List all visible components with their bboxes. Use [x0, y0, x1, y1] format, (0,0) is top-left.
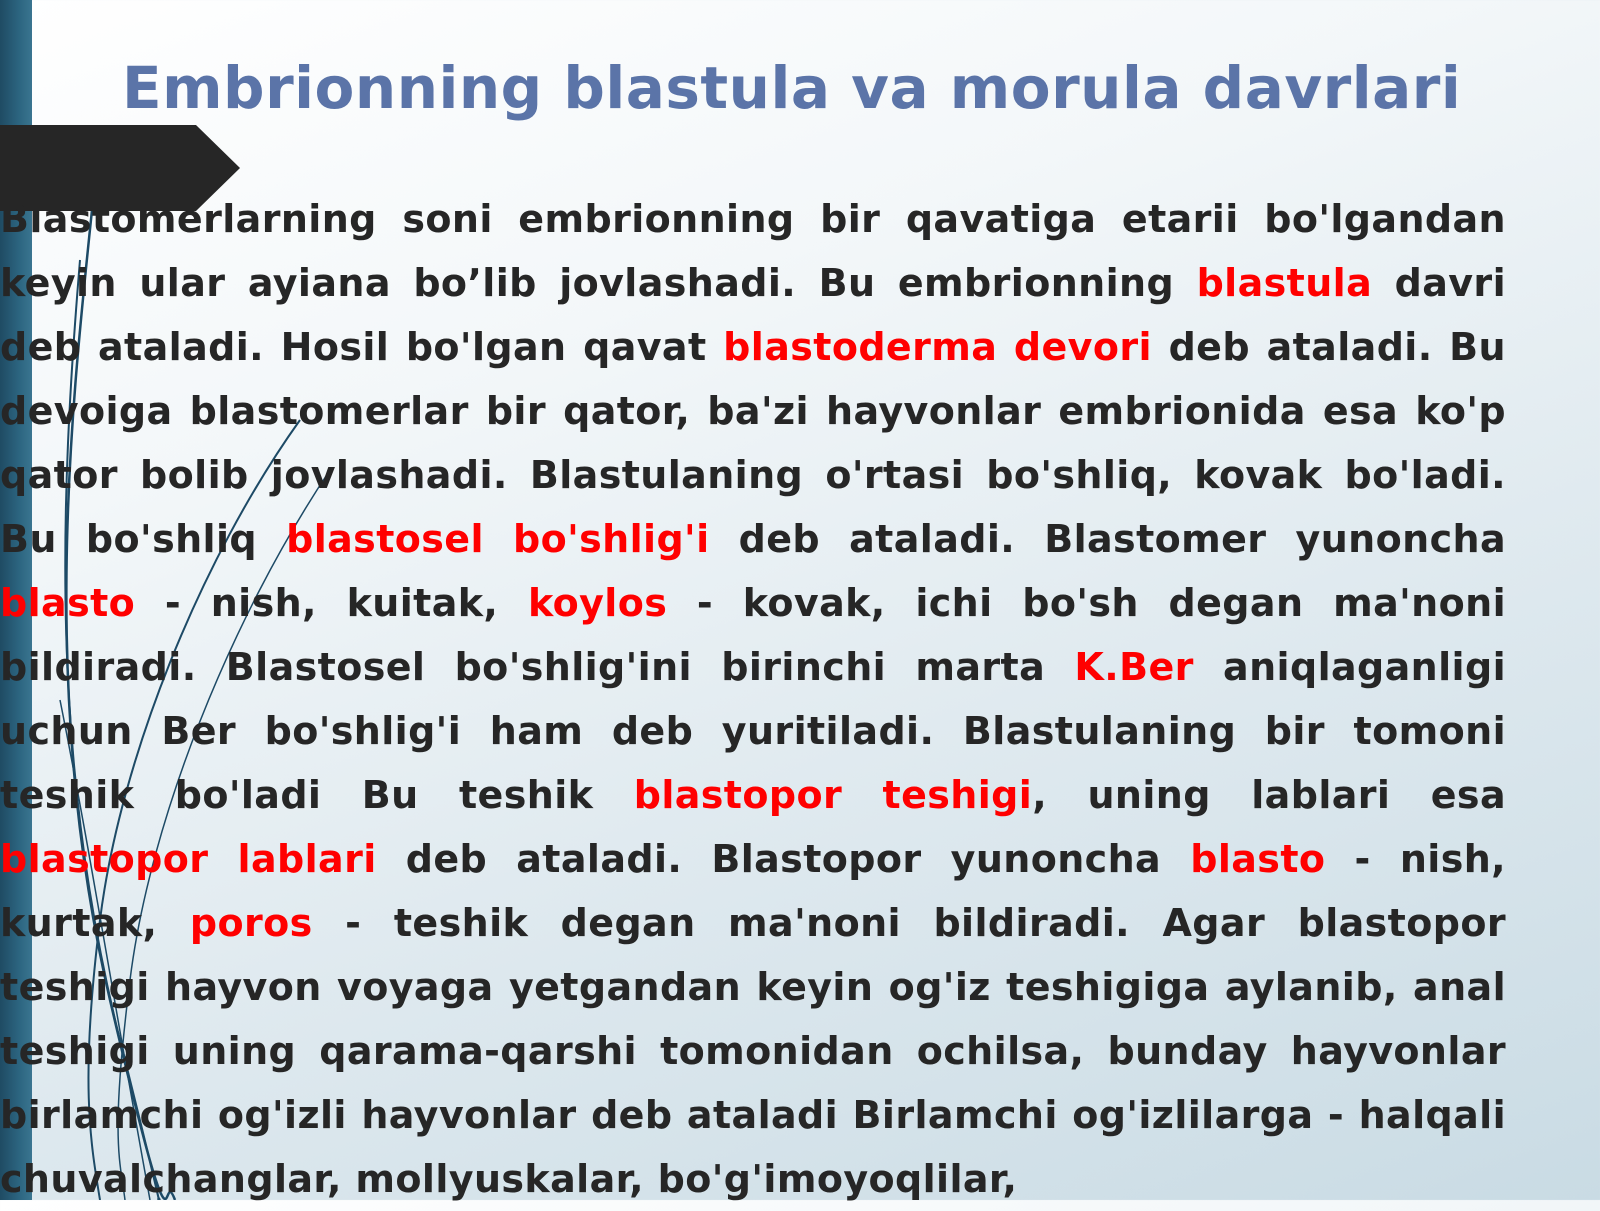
body-text-segment: - nish, kuitak, — [135, 581, 528, 625]
body-text-segment: - kovak, ichi bo'sh degan ma'noni bildiradi. Blastosel bo'shlig'ini birinchi marta — [0, 581, 1506, 689]
body-text-segment: aniqlaganligi uchun Ber bo'shlig'i ham deb yuritiladi. Blastulaning bir tomoni teshik bo'ladi Bu teshik — [0, 645, 1507, 817]
body-text-segment: deb ataladi. Blastomer yunoncha — [709, 517, 1507, 561]
highlighted-term: koylos — [527, 581, 668, 625]
body-text-segment: - nish, kurtak, — [0, 837, 1507, 945]
slide-title: Embrionning blastula va morula davrlari — [122, 54, 1462, 122]
slide-body-paragraph — [0, 187, 1506, 1211]
highlighted-term: blastoderma devori — [723, 325, 1152, 369]
highlighted-term: blastopor lablari — [0, 837, 377, 881]
highlighted-term: poros — [189, 901, 313, 945]
body-text-segment: , uning lablari esa — [1032, 773, 1506, 817]
highlighted-term: blasto — [1190, 837, 1326, 881]
body-text-segment: deb ataladi. Bu devoiga blastomerlar bir qator, ba'zi hayvonlar embrionida esa ko'p qator bolib jovlashadi. Blastulaning o'rtasi bo'shliq, kovak bo'ladi. Bu bo'shliq — [0, 325, 1506, 561]
body-text-segment: davri deb ataladi. Hosil bo'lgan qavat — [0, 261, 1506, 369]
highlighted-term: blastula — [1196, 261, 1373, 305]
highlighted-term: K.Ber — [1074, 645, 1194, 689]
highlighted-term: blasto — [0, 581, 136, 625]
body-text-segment: deb ataladi. Blastopor yunoncha — [376, 837, 1191, 881]
highlighted-term: blastosel bo'shlig'i — [286, 517, 710, 561]
body-text-segment: Blastomerlarning soni embrionning bir qavatiga etarii bo'lgandan keyin ular ayiana bo’lib jovlashadi. Bu embrionning — [0, 197, 1506, 305]
body-text-segment: - teshik degan ma'noni bildiradi. Agar blastopor teshigi hayvon voyaga yetgandan keyin og'iz teshigiga aylanib, anal teshigi uning qarama-qarshi tomonidan ochilsa, bunday hayvonlar birlamchi og'izli hayvonlar deb ataladi Birlamchi og'izlilarga - halqali chuvalchanglar, mollyuskalar, bo'g'imoyoqlilar, — [0, 901, 1506, 1201]
highlighted-term: blastopor teshigi — [633, 773, 1033, 817]
